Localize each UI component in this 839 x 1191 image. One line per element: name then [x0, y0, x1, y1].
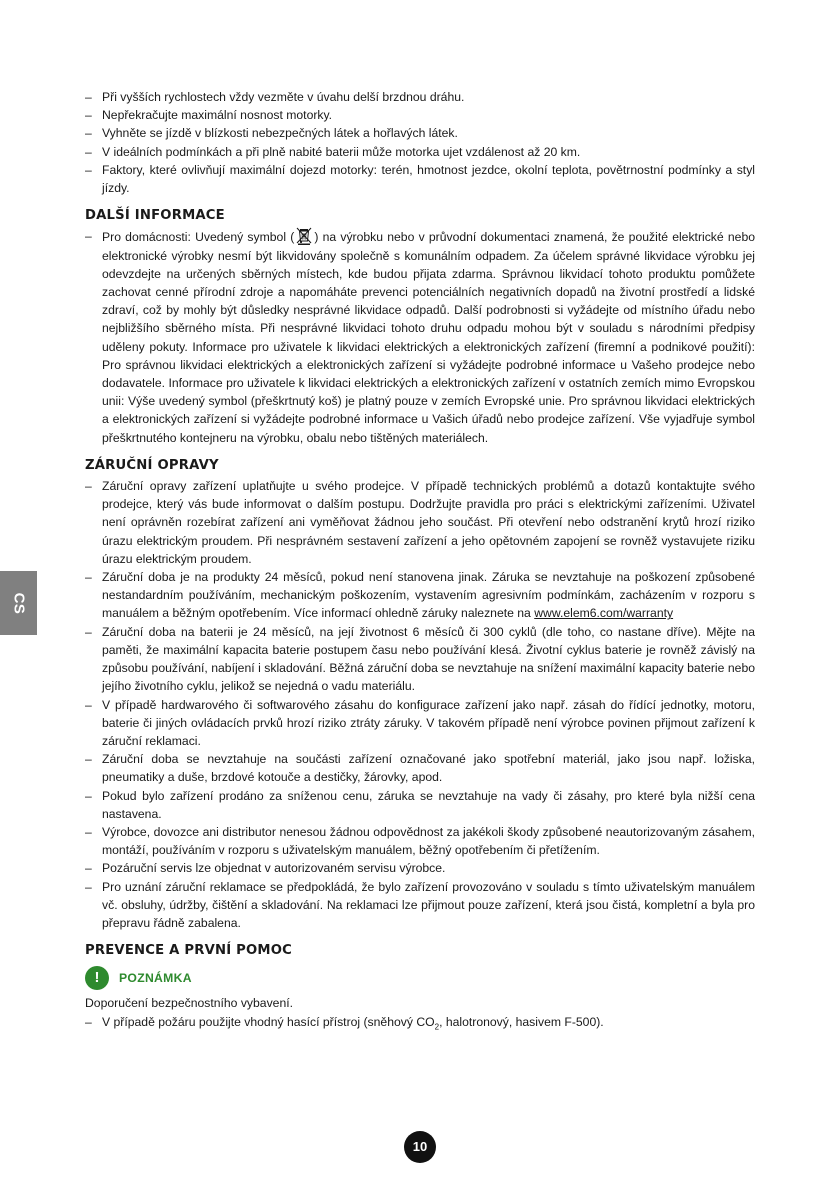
- warranty-period-text: Záruční doba je na produkty 24 měsíců, pokud není stanovena jinak. Záruka se nevztahuje na poškození způsobené nestandardním používáním, mechanickým poškozením, vystavením agresivním podmínkám, zacházením v rozporu s manuálem a běžným opotřebením. Více informací ohledně záruky naleznete na: [102, 570, 755, 621]
- language-code: CS: [10, 592, 27, 614]
- note-callout: [85, 966, 755, 990]
- further-info-text-end: ) na výrobku nebo v průvodní dokumentaci znamená, že použité elektrické nebo elektronické výrobky nesmí být likvidovány společně s komunálním odpadem. Za účelem správné likvidace výrobku jej odevzdejte na určených sběrných místech, kde budou přijata zdarma. Správnou likvidací tohoto produktu pomůžete zachovat cenné přírodní zdroje a napomáháte prevenci potenciálních negativních dopadů na životní prostředí a lidské zdraví, což by mohly být důsledky nesprávné likvidace odpadů. Další podrobnosti si vyžádejte od místního úřadu nebo nejbližšího sběrného místa. Při nesprávné likvidaci tohoto druhu odpadu mohou být v souladu s národními předpisy uděleny pokuty. Informace pro uživatele k likvidaci elektrických a elektronických zařízení (firemní a podnikové použití): Pro správnou likvidaci elektrických a elektronických zařízení si vyžádejte podrobné informace u Vašeho prodejce nebo dodavatele. Informace pro uživatele k likvidaci elektrických a elektronických zařízení v ostatních zemích mimo Evropskou unii: Výše uvedený symbol (přeškrtnutý koš) je platný pouze v zemích Evropské unie. Pro správnou likvidaci elektrických a elektronických zařízení si vyžádejte podrobné informace u Vašich úřadů nebo prodejce zařízení. Vše vyjadřuje symbol přeškrtnutého kontejneru na výrobku, obalu nebo tištěných materiálech.: [102, 230, 756, 445]
- warranty-heading: ZÁRUČNÍ OPRAVY: [85, 457, 219, 473]
- prevention-list: [85, 1013, 755, 1037]
- language-side-tab: [0, 571, 37, 635]
- list-item: – Pokud bylo zařízení prodáno za sníženou cenu, záruka se nevztahuje na vady či zásahy, pro které byla nižší cena nastavena.: [85, 787, 755, 823]
- list-item: – Pozáruční servis lze objednat v autorizovaném servisu výrobce.: [85, 859, 755, 877]
- fire-text-start: V případě požáru použijte vhodný hasící přístroj (sněhový CO: [102, 1014, 435, 1029]
- warranty-link[interactable]: www.elem6.com/warranty: [534, 606, 674, 621]
- list-item: [85, 568, 755, 623]
- intro-list: [85, 88, 755, 197]
- list-item: – Pro uznání záruční reklamace se předpokládá, že bylo zařízení provozováno v souladu s tímto uživatelským manuálem vč. obsluhy, údržby, čištění a skladování. Na reklamaci lze přijmout pouze zařízení, která jsou čistá, kompletní a byla pro přepravu řádně zabalena.: [85, 878, 755, 933]
- co2-subscript: 2: [434, 1021, 440, 1031]
- list-item: – V ideálních podmínkách a při plně nabité baterii může motorka ujet vzdálenost až 20 km.: [85, 143, 755, 161]
- exclamation-icon: !: [85, 966, 109, 990]
- list-item: – Záruční doba na baterii je 24 měsíců, na její životnost 6 měsíců či 300 cyklů (dle toho, co nastane dříve). Mějte na paměti, že maximální kapacita baterie postupem času nebo používání klesá. Životní cyklus baterie je rovněž závislý na způsobu používání, nabíjení i skladování. Běžná záruční doba se nevztahuje na snížení maximální kapacity baterie nebo jejího životního cyklu, jelikož se nejedná o vadu materiálu.: [85, 623, 755, 696]
- note-label: POZNÁMKA: [119, 971, 192, 986]
- list-item: – Faktory, které ovlivňují maximální dojezd motorky: terén, hmotnost jezdce, okolní teplota, povětrnostní podmínky a styl jízdy.: [85, 161, 755, 197]
- further-info-list: [85, 227, 755, 446]
- list-item: [85, 227, 755, 446]
- further-info-heading: DALŠÍ INFORMACE: [85, 208, 225, 224]
- note-text: Doporučení bezpečnostního vybavení.: [85, 996, 294, 1011]
- list-item: – Záruční doba se nevztahuje na součásti zařízení označované jako spotřební materiál, jako jsou např. ložiska, pneumatiky a duše, brzdové kotouče a destičky, žárovky, apod.: [85, 750, 755, 786]
- list-item: – Nepřekračujte maximální nosnost motorky.: [85, 106, 755, 124]
- list-item: [85, 1013, 755, 1037]
- warranty-list: [85, 477, 755, 932]
- list-item: – Při vyšších rychlostech vždy vezměte v úvahu delší brzdnou dráhu.: [85, 88, 755, 106]
- list-item: – V případě hardwarového či softwarového zásahu do konfigurace zařízení jako např. zásah do řídící jednotky, motoru, baterie či jiných ovládacích prvků hrozí riziko ztráty záruky. V takovém případě není výrobce povinen přijmout zařízení k záruční reklamaci.: [85, 696, 755, 751]
- list-item: – Výrobce, dovozce ani distributor nenesou žádnou odpovědnost za jakékoli škody způsobené neautorizovaným zásahem, montáží, používáním v rozporu s uživatelským manuálem, běžný opotřebením či přetížením.: [85, 823, 755, 859]
- list-item: – Záruční opravy zařízení uplatňujte u svého prodejce. V případě technických problémů a dotazů kontaktujte svého prodejce, který vás bude informovat o dalším postupu. Dodržujte pravidla pro práci s elektrickými zařízeními. Uživatel není oprávněn rozebírat zařízení ani vyměňovat žádnou jeho součást. Při otevření nebo odstranění krytů hrozí riziko úrazu elektrickým proudem. Při nesprávném sestavení zařízení a jeho opětovném zapojení se rovněž vystavujete riziku úrazu elektrickým proudem.: [85, 477, 755, 568]
- page-number: 10: [404, 1131, 436, 1163]
- prevention-heading: PREVENCE A PRVNÍ POMOC: [85, 943, 293, 959]
- page-content: [85, 88, 755, 1036]
- list-item: – Vyhněte se jízdě v blízkosti nebezpečných látek a hořlavých látek.: [85, 124, 755, 142]
- fire-text-end: , halotronový, hasivem F-500).: [439, 1014, 604, 1029]
- crossed-out-wheelie-bin-icon: [294, 227, 314, 245]
- further-info-text-start: Pro domácnosti: Uvedený symbol (: [102, 230, 295, 245]
